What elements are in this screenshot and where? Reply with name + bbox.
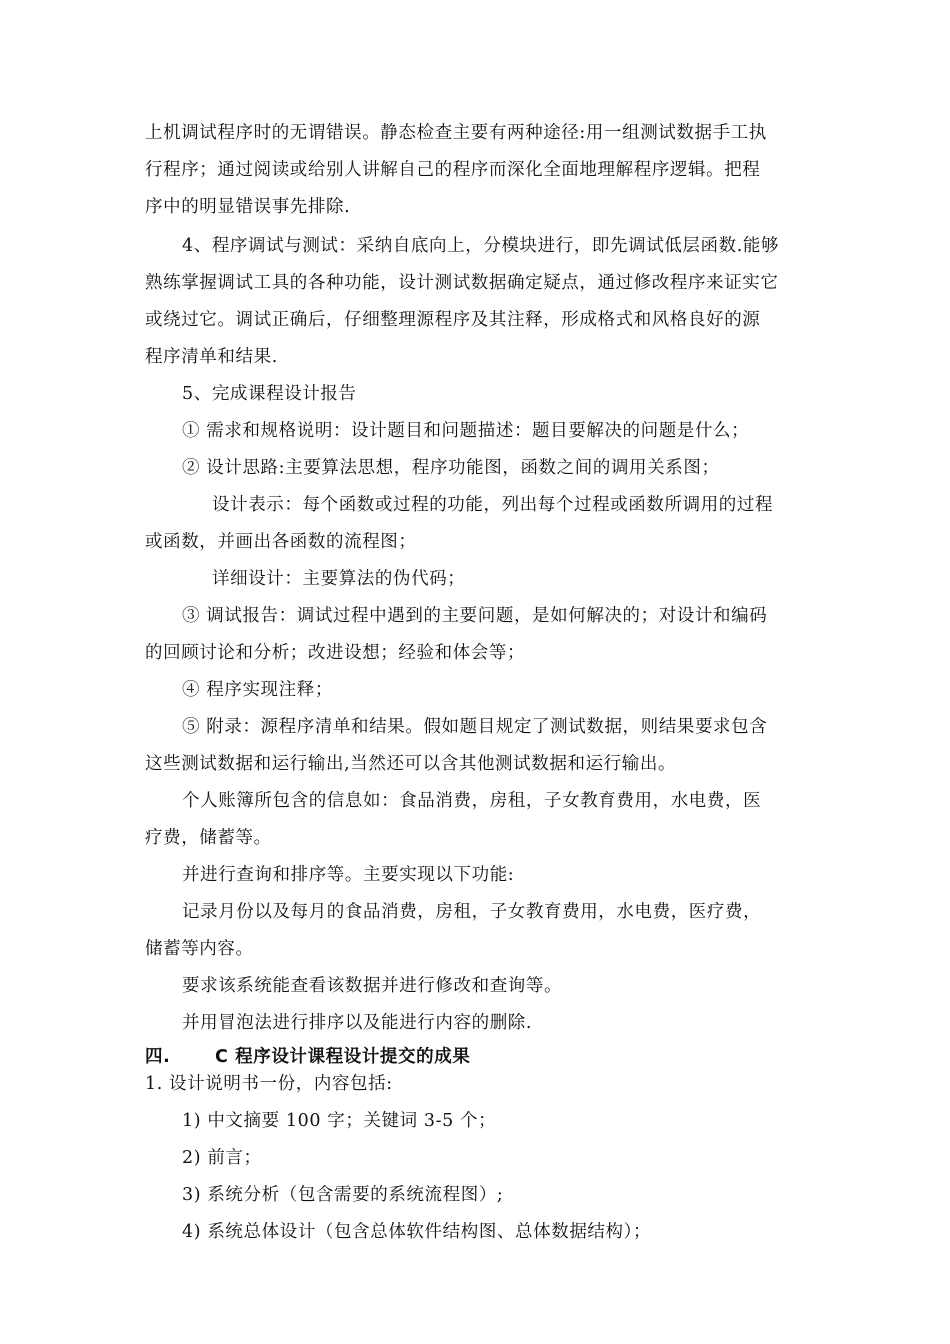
paragraph-line: 的回顾讨论和分析；改进设想；经验和体会等； — [145, 643, 526, 663]
paragraph-line: 5、完成课程设计报告 — [182, 384, 357, 404]
paragraph-line: 或函数，并画出各函数的流程图； — [145, 532, 417, 552]
paragraph-line: 熟练掌握调试工具的各种功能，设计测试数据确定疑点，通过修改程序来证实它 — [145, 273, 779, 293]
section-number: 四. — [145, 1047, 171, 1067]
paragraph-line: 并进行查询和排序等。主要实现以下功能: — [182, 865, 515, 885]
paragraph-line: 个人账簿所包含的信息如：食品消费，房租，子女教育费用，水电费，医 — [182, 791, 762, 811]
paragraph-line: 这些测试数据和运行输出,当然还可以含其他测试数据和运行输出。 — [145, 754, 677, 774]
paragraph-line: 储蓄等内容。 — [145, 939, 254, 959]
paragraph-line: 要求该系统能查看该数据并进行修改和查询等。 — [182, 976, 563, 996]
paragraph-line: ③ 调试报告：调试过程中遇到的主要问题，是如何解决的；对设计和编码 — [182, 606, 768, 626]
paragraph-line: 4、程序调试与测试：采纳自底向上，分模块进行，即先调试低层函数.能够 — [182, 236, 780, 256]
paragraph-line: ② 设计思路:主要算法思想，程序功能图，函数之间的调用关系图； — [182, 458, 720, 478]
deliverable-item: 1) 中文摘要 100 字；关键词 3-5 个； — [182, 1111, 497, 1131]
paragraph-line: 记录月份以及每月的食品消费，房租，子女教育费用，水电费，医疗费， — [182, 902, 762, 922]
paragraph-line: 疗费，储蓄等。 — [145, 828, 272, 848]
paragraph-line: 设计表示：每个函数或过程的功能，列出每个过程或函数所调用的过程 — [212, 495, 774, 515]
paragraph-line: 并用冒泡法进行排序以及能进行内容的删除. — [182, 1013, 533, 1033]
deliverables-intro: 1. 设计说明书一份，内容包括: — [145, 1074, 393, 1094]
deliverable-item: 2) 前言； — [182, 1148, 262, 1168]
paragraph-line: 或绕过它。调试正确后，仔细整理源程序及其注释，形成格式和风格良好的源 — [145, 310, 761, 330]
paragraph-line: ① 需求和规格说明：设计题目和问题描述：题目要解决的问题是什么； — [182, 421, 750, 441]
paragraph-line: 上机调试程序时的无谓错误。静态检查主要有两种途径:用一组测试数据手工执 — [145, 123, 767, 143]
deliverable-item: 3) 系统分析（包含需要的系统流程图）; — [182, 1185, 504, 1205]
paragraph-line: 程序清单和结果. — [145, 347, 278, 367]
paragraph-line: 行程序；通过阅读或给别人讲解自己的程序而深化全面地理解程序逻辑。把程 — [145, 160, 761, 180]
section-title: C 程序设计课程设计提交的成果 — [215, 1047, 471, 1067]
paragraph-line: 序中的明显错误事先排除. — [145, 197, 351, 217]
section-heading — [145, 1046, 950, 1068]
paragraph-line: ⑤ 附录：源程序清单和结果。假如题目规定了测试数据，则结果要求包含 — [182, 717, 768, 737]
paragraph-line: 详细设计：主要算法的伪代码； — [212, 569, 466, 589]
paragraph-line: ④ 程序实现注释； — [182, 680, 333, 700]
deliverable-item: 4) 系统总体设计（包含总体软件结构图、总体数据结构）； — [182, 1222, 652, 1242]
